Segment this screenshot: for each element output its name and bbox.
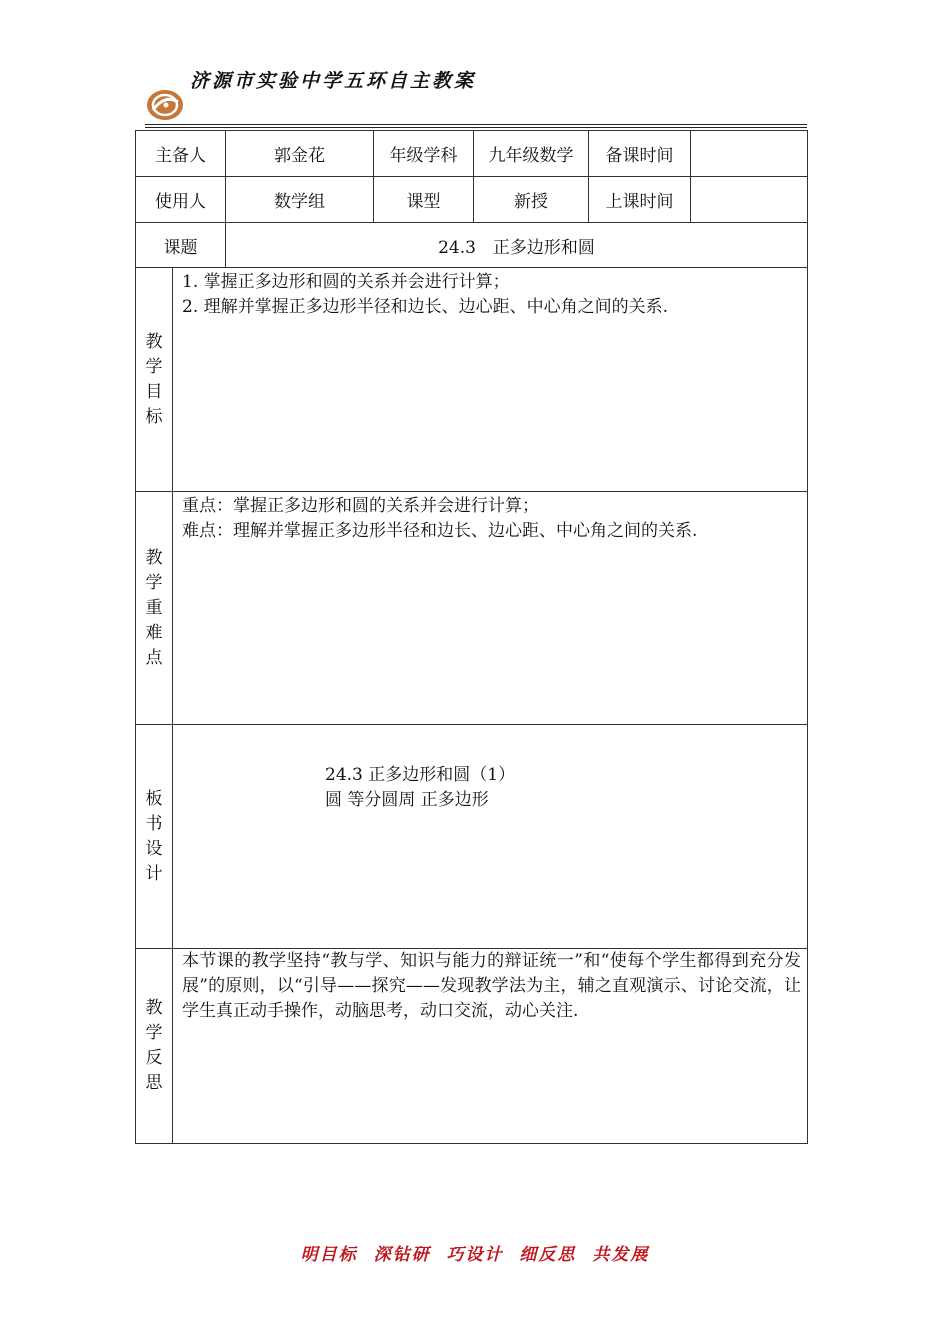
- key-points-row: [136, 492, 808, 725]
- preparer-value: 郭金花: [226, 131, 374, 177]
- user-value: 数学组: [226, 177, 374, 223]
- preparer-label: 主备人: [136, 131, 226, 177]
- info-row-1: [136, 131, 808, 177]
- board-design-label: [136, 725, 173, 949]
- footer-slogan: [0, 1240, 950, 1265]
- label-char: 教: [145, 331, 163, 352]
- label-char: 板: [145, 788, 163, 809]
- topic-row: [136, 223, 808, 268]
- footer-item: 细反思: [519, 1245, 577, 1265]
- lesson-type-value: 新授: [474, 177, 589, 223]
- key-points-label: [136, 492, 173, 725]
- label-char: 计: [145, 863, 163, 884]
- label-char: 教: [145, 998, 163, 1018]
- board-line: 圆 等分圆周 正多边形: [325, 790, 489, 810]
- board-design-content: [173, 725, 808, 949]
- header-rule: [145, 127, 807, 128]
- user-label: 使用人: [136, 177, 226, 223]
- label-char: 学: [145, 356, 163, 377]
- key-point-line: 难点：理解并掌握正多边形半径和边长、边心距、中心角之间的关系.: [182, 521, 698, 541]
- header-title: 济源市实验中学五环自主教案: [190, 70, 477, 92]
- reflection-row: [136, 949, 808, 1144]
- key-point-line: 重点：掌握正多边形和圆的关系并会进行计算；: [182, 496, 539, 516]
- label-char: 目: [145, 381, 163, 402]
- label-char: 学: [145, 572, 163, 593]
- prep-time-value: [691, 131, 808, 177]
- grade-subject-value: 九年级数学: [474, 131, 589, 177]
- footer-item: 巧设计: [446, 1245, 504, 1265]
- key-points-content: [173, 492, 808, 725]
- label-char: 教: [145, 547, 163, 568]
- reflection-label: [136, 949, 173, 1144]
- class-time-value: [691, 177, 808, 223]
- reflection-content: 本节课的教学坚持“教与学、知识与能力的辩证统一”和“使每个学生都得到充分发展”的原则，以“引导——探究——发现教学法为主，辅之直观演示、讨论交流，让学生真正动手操作，动脑思考，动口交流，动心关注.: [173, 949, 808, 1144]
- footer-item: 明目标: [300, 1245, 358, 1265]
- lesson-type-label: 课型: [374, 177, 474, 223]
- label-char: 学: [145, 1023, 163, 1043]
- board-design-row: [136, 725, 808, 949]
- label-char: 点: [145, 647, 163, 668]
- objectives-row: [136, 268, 808, 492]
- label-char: 难: [145, 622, 163, 643]
- topic-value: 24.3 正多边形和圆: [226, 223, 808, 268]
- objectives-content: [173, 268, 808, 492]
- topic-label: 课题: [136, 223, 226, 268]
- objective-line: 1. 掌握正多边形和圆的关系并会进行计算；: [182, 272, 510, 292]
- footer-item: 共发展: [592, 1245, 650, 1265]
- label-char: 重: [145, 597, 163, 618]
- school-logo-icon: [145, 88, 185, 122]
- lesson-plan-table: [135, 130, 808, 1144]
- class-time-label: 上课时间: [589, 177, 691, 223]
- objectives-label: [136, 268, 173, 492]
- label-char: 设: [145, 838, 163, 859]
- footer-item: 深钻研: [373, 1245, 431, 1265]
- prep-time-label: 备课时间: [589, 131, 691, 177]
- objective-line: 2. 理解并掌握正多边形半径和边长、边心距、中心角之间的关系.: [182, 297, 669, 317]
- label-char: 反: [145, 1048, 163, 1068]
- label-char: 标: [145, 406, 163, 427]
- grade-subject-label: 年级学科: [374, 131, 474, 177]
- board-line: 24.3 正多边形和圆（1）: [325, 765, 516, 785]
- info-row-2: [136, 177, 808, 223]
- label-char: 思: [145, 1073, 163, 1093]
- header-rule: [145, 124, 807, 125]
- label-char: 书: [145, 813, 163, 834]
